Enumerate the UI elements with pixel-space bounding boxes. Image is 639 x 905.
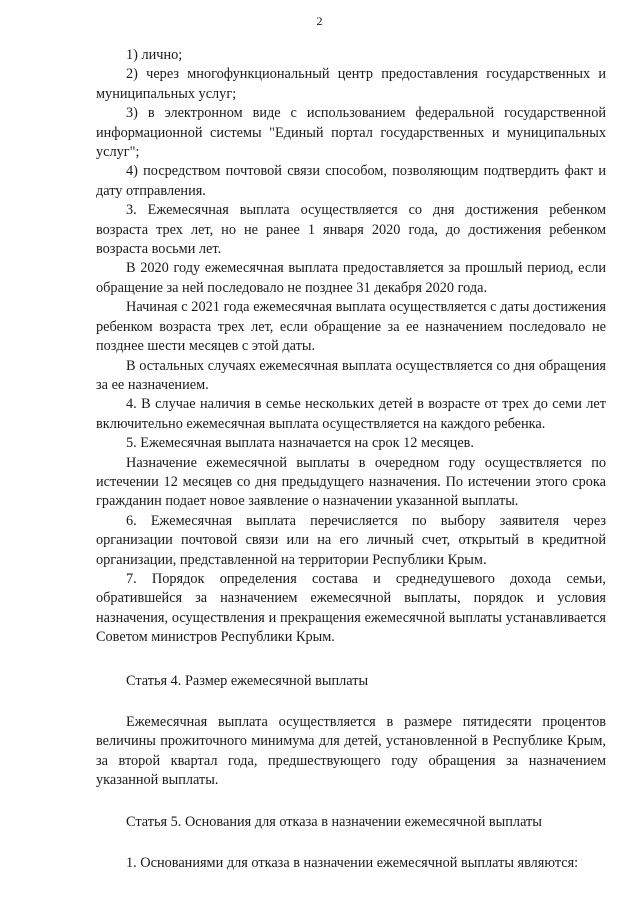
article-5-text: 1. Основаниями для отказа в назначении ежемесячной выплаты являются: [126,855,579,872]
paragraph-2021-start: Начиная с 2021 года ежемесячная выплата осуществляется с даты достижения ребенком возраста трех лет, если обращение за ее назначением последовало не позднее шести месяцев с этой даты. [96,299,606,355]
article-4-heading: Статья 4. Размер ежемесячной выплаты [126,672,369,689]
paragraph-list-item-1: 1) лично; [126,47,183,63]
paragraph-other-cases: В остальных случаях ежемесячная выплата осуществляется со дня обращения за ее назначением. [96,357,606,393]
paragraph-2020-period: В 2020 году ежемесячная выплата предоставляется за прошлый период, если обращение за ней последовало не позднее 31 декабря 2020 года. [96,260,606,296]
article-5-heading: Статья 5. Основания для отказа в назначении ежемесячной выплаты [126,813,542,830]
document-body [96,46,606,873]
paragraph-clause-4: 4. В случае наличия в семье нескольких детей в возрасте от трех до семи лет включительно ежемесячная выплата осуществляется на каждого ребенка. [96,396,606,432]
paragraph-clause-5: 5. Ежемесячная выплата назначается на срок 12 месяцев. [126,435,474,452]
paragraph-renewal: Назначение ежемесячной выплаты в очередном году осуществляется по истечении 12 месяцев со дня предыдущего назначения. По истечении этого срока гражданин подает новое заявление о назначении указанной выплаты. [96,454,606,510]
page-number: 2 [316,14,323,28]
paragraph-list-item-3: 3) в электронном виде с использованием федеральной государственной информационной системы "Единый портал государственных и муниципальных услуг"; [96,105,606,161]
paragraph-clause-6: 6. Ежемесячная выплата перечисляется по выбору заявителя через организации почтовой связи или на его личный счет, открытый в кредитной организации, представленной на территории Республики Крым. [96,512,606,568]
article-4-text: Ежемесячная выплата осуществляется в размере пятидесяти процентов величины прожиточного минимума для детей, установленной в Республике Крым, за второй квартал года, предшествующего году обращения за назначением указанной выплаты. [96,714,606,789]
paragraph-clause-3: 3. Ежемесячная выплата осуществляется со дня достижения ребенком возраста трех лет, но не ранее 1 января 2020 года, до достижения ребенком возраста восьми лет. [96,202,606,258]
paragraph-clause-7: 7. Порядок определения состава и среднедушевого дохода семьи, обратившейся за назначением ежемесячной выплаты, порядок и условия назначения, осуществления и прекращения ежемесячной выплаты устанавливается Советом министров Республики Крым. [96,570,606,646]
paragraph-list-item-4: 4) посредством почтовой связи способом, позволяющим подтвердить факт и дату отправления. [96,163,606,199]
paragraph-list-item-2: 2) через многофункциональный центр предоставления государственных и муниципальных услуг; [96,66,606,102]
